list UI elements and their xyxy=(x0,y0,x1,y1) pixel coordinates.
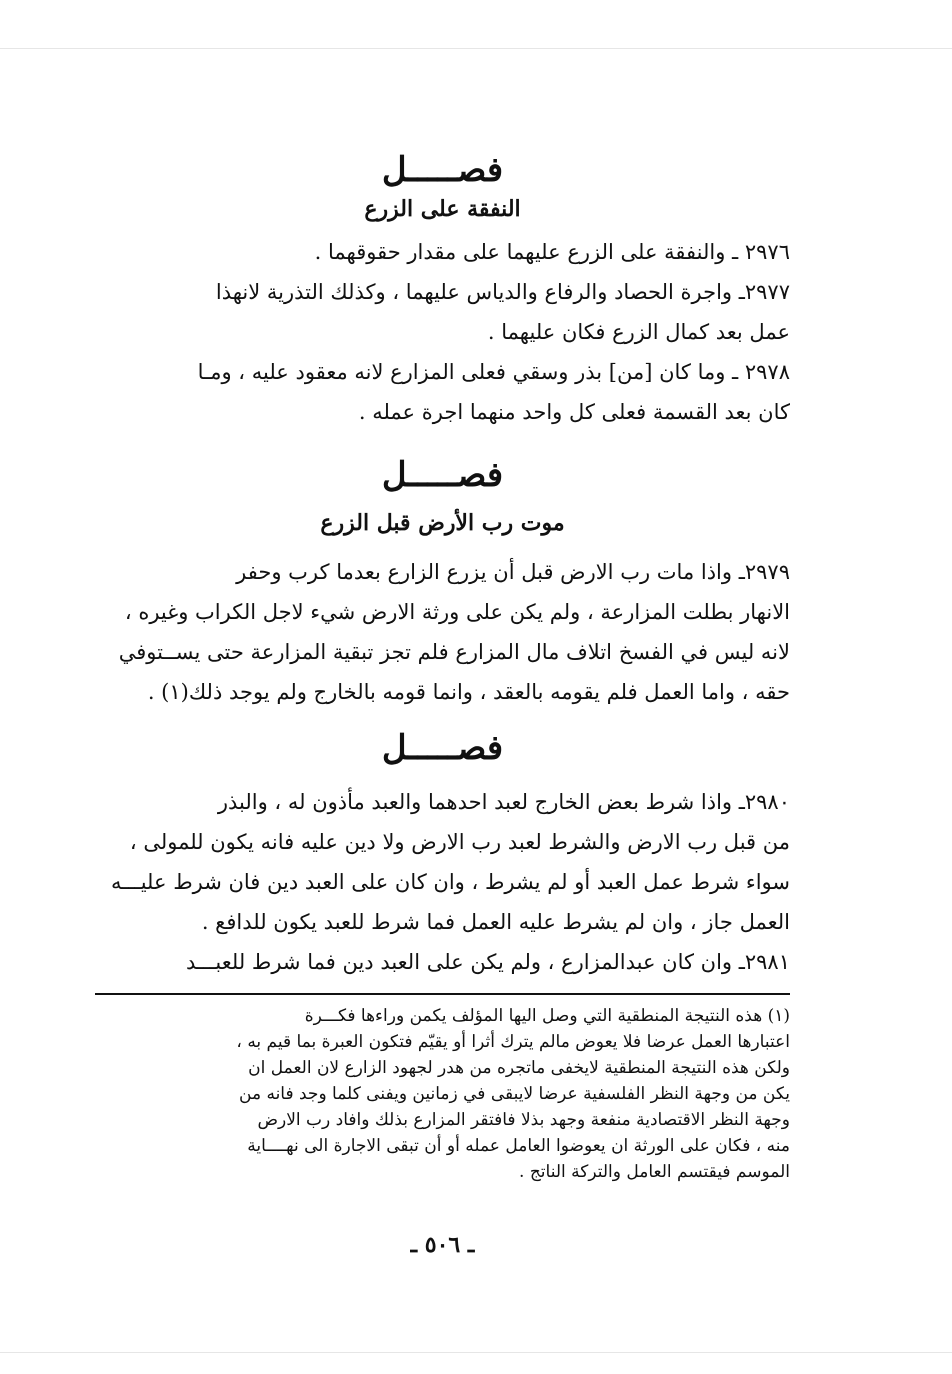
paragraph-line: ٢٩٧٦ ـ والنفقة على الزرع عليهما على مقدار حقوقهما . xyxy=(314,240,790,264)
footnote-line: يكن من وجهة النظر الفلسفية عرضا لايبقى في زمانين ويفنى كلما وجد فانه من xyxy=(239,1084,790,1104)
section-heading-3: فصـــــل xyxy=(381,728,504,768)
section-subheading-2: موت رب الأرض قبل الزرع xyxy=(320,510,565,536)
paragraph-line: العمل جاز ، وان لم يشرط عليه العمل فما شرط للعبد يكون للدافع . xyxy=(201,910,790,934)
section-1-body xyxy=(95,232,790,432)
paragraph-line: ٢٩٧٩ـ واذا مات رب الارض قبل أن يزرع الزارع بعدما كرب وحفر xyxy=(236,560,790,584)
footnote-line: الموسم فيقتسم العامل والتركة الناتج . xyxy=(519,1162,790,1182)
paragraph-line: الانهار بطلت المزارعة ، ولم يكن على ورثة الارض شيء لاجل الكراب وغيره ، xyxy=(124,600,790,624)
section-subheading-1: النفقة على الزرع xyxy=(364,196,521,222)
scan-artifact-line xyxy=(0,48,952,49)
paragraph-line: ٢٩٧٨ ـ وما كان [من] بذر وسقي فعلى المزارع لانه معقود عليه ، ومـا xyxy=(197,360,790,384)
footnote-line: اعتبارها العمل عرضا فلا يعوض مالم يترك أثرا أو يقيّم فتكون العبرة بما قيم به ، xyxy=(236,1032,790,1052)
section-heading-2: فصـــــل xyxy=(381,455,504,495)
paragraph-line: لانه ليس في الفسخ اتلاف مال المزارع فلم تجز تبقية المزارعة حتى يســتوفي xyxy=(118,640,790,664)
footnote xyxy=(95,1003,790,1185)
section-2-body xyxy=(95,552,790,712)
footnote-line: وجهة النظر الاقتصادية منفعة وجهد بذلا فافتقر المزارع بذلك وافاد رب الارض xyxy=(257,1110,790,1130)
paragraph-line: ٢٩٨١ـ وان كان عبدالمزارع ، ولم يكن على العبد دين فما شرط للعبـــد xyxy=(185,950,790,974)
footnote-separator xyxy=(95,993,790,995)
paragraph-line: ٢٩٨٠ـ واذا شرط بعض الخارج لعبد احدهما والعبد مأذون له ، والبذر xyxy=(217,790,790,814)
paragraph-line: سواء شرط عمل العبد أو لم يشرط ، وان كان على العبد دين فان شرط عليـــه xyxy=(110,870,790,894)
section-heading-1: فصـــــل xyxy=(381,150,504,190)
paragraph-line: عمل بعد كمال الزرع فكان عليهما . xyxy=(487,320,790,344)
paragraph-line: كان بعد القسمة فعلى كل واحد منهما اجرة عمله . xyxy=(358,400,790,424)
paragraph-line: ٢٩٧٧ـ واجرة الحصاد والرفاع والدياس عليهما ، وكذلك التذرية لانهذا xyxy=(215,280,790,304)
section-3-body xyxy=(95,782,790,982)
page-number: ـ ٥٠٦ ـ xyxy=(410,1232,475,1258)
scan-artifact-line xyxy=(0,1352,952,1353)
footnote-line: منه ، فكان على الورثة ان يعوضوا العامل عمله أو أن تبقى الاجارة الى نهــــاية xyxy=(247,1136,790,1156)
footnote-line: ولكن هذه النتيجة المنطقية لايخفى ماتجره من هدر لجهود الزارع لان العمل ان xyxy=(248,1058,790,1078)
footnote-line: (١) هذه النتيجة المنطقية التي وصل اليها المؤلف يكمن وراءها فكـــرة xyxy=(304,1006,790,1026)
paragraph-line: من قبل رب الارض والشرط لعبد رب الارض ولا دين عليه فانه يكون للمولى ، xyxy=(129,830,790,854)
paragraph-line: حقه ، واما العمل فلم يقومه بالعقد ، وانما قومه بالخارج ولم يوجد ذلك(١) . xyxy=(147,680,790,704)
